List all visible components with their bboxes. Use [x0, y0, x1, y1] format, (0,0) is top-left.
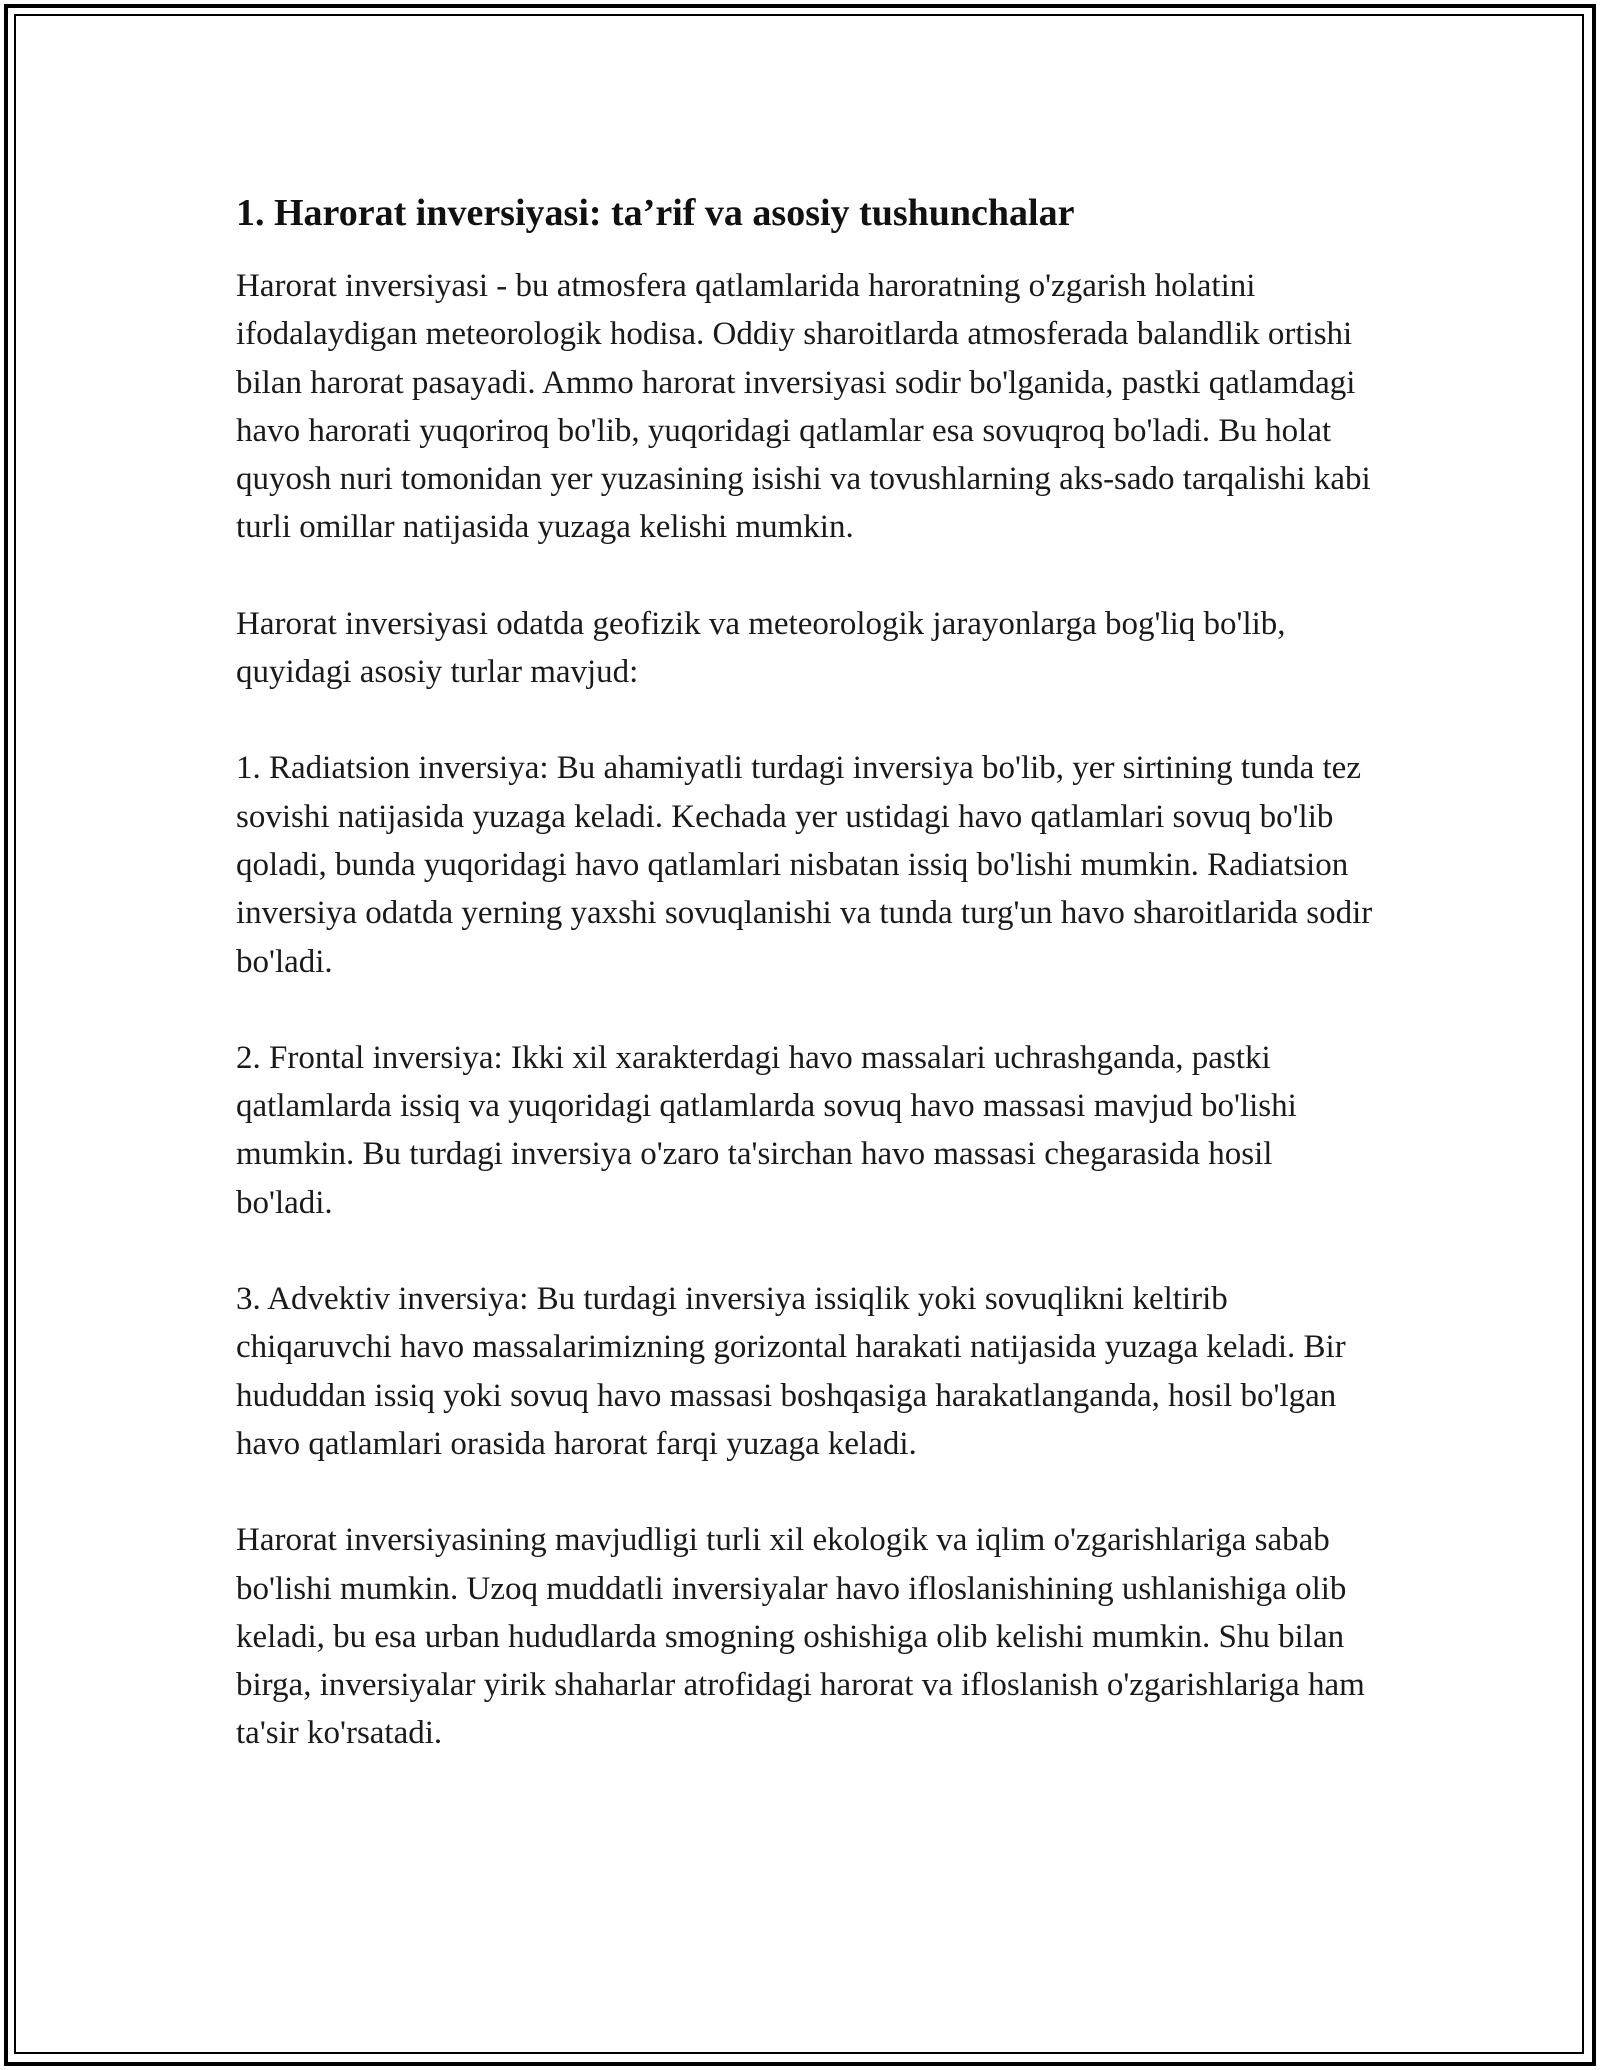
paragraph-advective-inversion: 3. Advektiv inversiya: Bu turdagi inversiya issiqlik yoki sovuqlikni keltirib chiqaruvchi havo massalarimizning gorizontal harakati natijasida yuzaga keladi. Bir hududdan issiq yoki sovuq havo massasi boshqasiga harakatlanganda, hosil bo'lgan havo qatlamlari orasida harorat farqi yuzaga keladi. — [236, 1281, 1346, 1462]
document-body — [236, 188, 1376, 1806]
paragraph-radiation-inversion: 1. Radiatsion inversiya: Bu ahamiyatli turdagi inversiya bo'lib, yer sirtining tunda tez sovishi natijasida yuzaga keladi. Kechada yer ustidagi havo qatlamlari sovuq bo'lib qoladi, bunda yuqoridagi havo qatlamlari nisbatan issiq bo'lishi mumkin. Radiatsion inversiya odatda yerning yaxshi sovuqlanishi va tunda turg'un havo sharoitlarida sodir bo'ladi. — [236, 750, 1373, 980]
paragraph-definition: Harorat inversiyasi - bu atmosfera qatlamlarida haroratning o'zgarish holatini ifodalaydigan meteorologik hodisa. Oddiy sharoitlarda atmosferada balandlik ortishi bilan harorat pasayadi. Ammo harorat inversiyasi sodir bo'lganida, pastki qatlamdagi havo harorati yuqoriroq bo'lib, yuqoridagi qatlamlar esa sovuqroq bo'ladi. Bu holat quyosh nuri tomonidan yer yuzasining isishi va tovushlarning aks-sado tarqalishi kabi turli omillar natijasida yuzaga kelishi mumkin. — [236, 268, 1371, 546]
paragraph-frontal-inversion: 2. Frontal inversiya: Ikki xil xarakterdagi havo massalari uchrashganda, pastki qatlamlarda issiq va yuqoridagi qatlamlarda sovuq havo massasi mavjud bo'lishi mumkin. Bu turdagi inversiya o'zaro ta'sirchan havo massasi chegarasida hosil bo'ladi. — [236, 1039, 1297, 1221]
paragraph-types-intro: Harorat inversiyasi odatda geofizik va meteorologik jarayonlarga bog'liq bo'lib, quyidagi asosiy turlar mavjud: — [236, 605, 1286, 691]
paragraph-consequences: Harorat inversiyasining mavjudligi turli xil ekologik va iqlim o'zgarishlariga sabab bo'lishi mumkin. Uzoq muddatli inversiyalar havo ifloslanishining ushlanishiga olib keladi, bu esa urban hududlarda smogning oshishiga olib kelishi mumkin. Shu bilan birga, inversiyalar yirik shaharlar atrofidagi harorat va ifloslanish o'zgarishlariga ham ta'sir ko'rsatadi. — [236, 1522, 1365, 1752]
section-title: 1. Harorat inversiyasi: ta’rif va asosiy tushunchalar — [236, 192, 1075, 234]
